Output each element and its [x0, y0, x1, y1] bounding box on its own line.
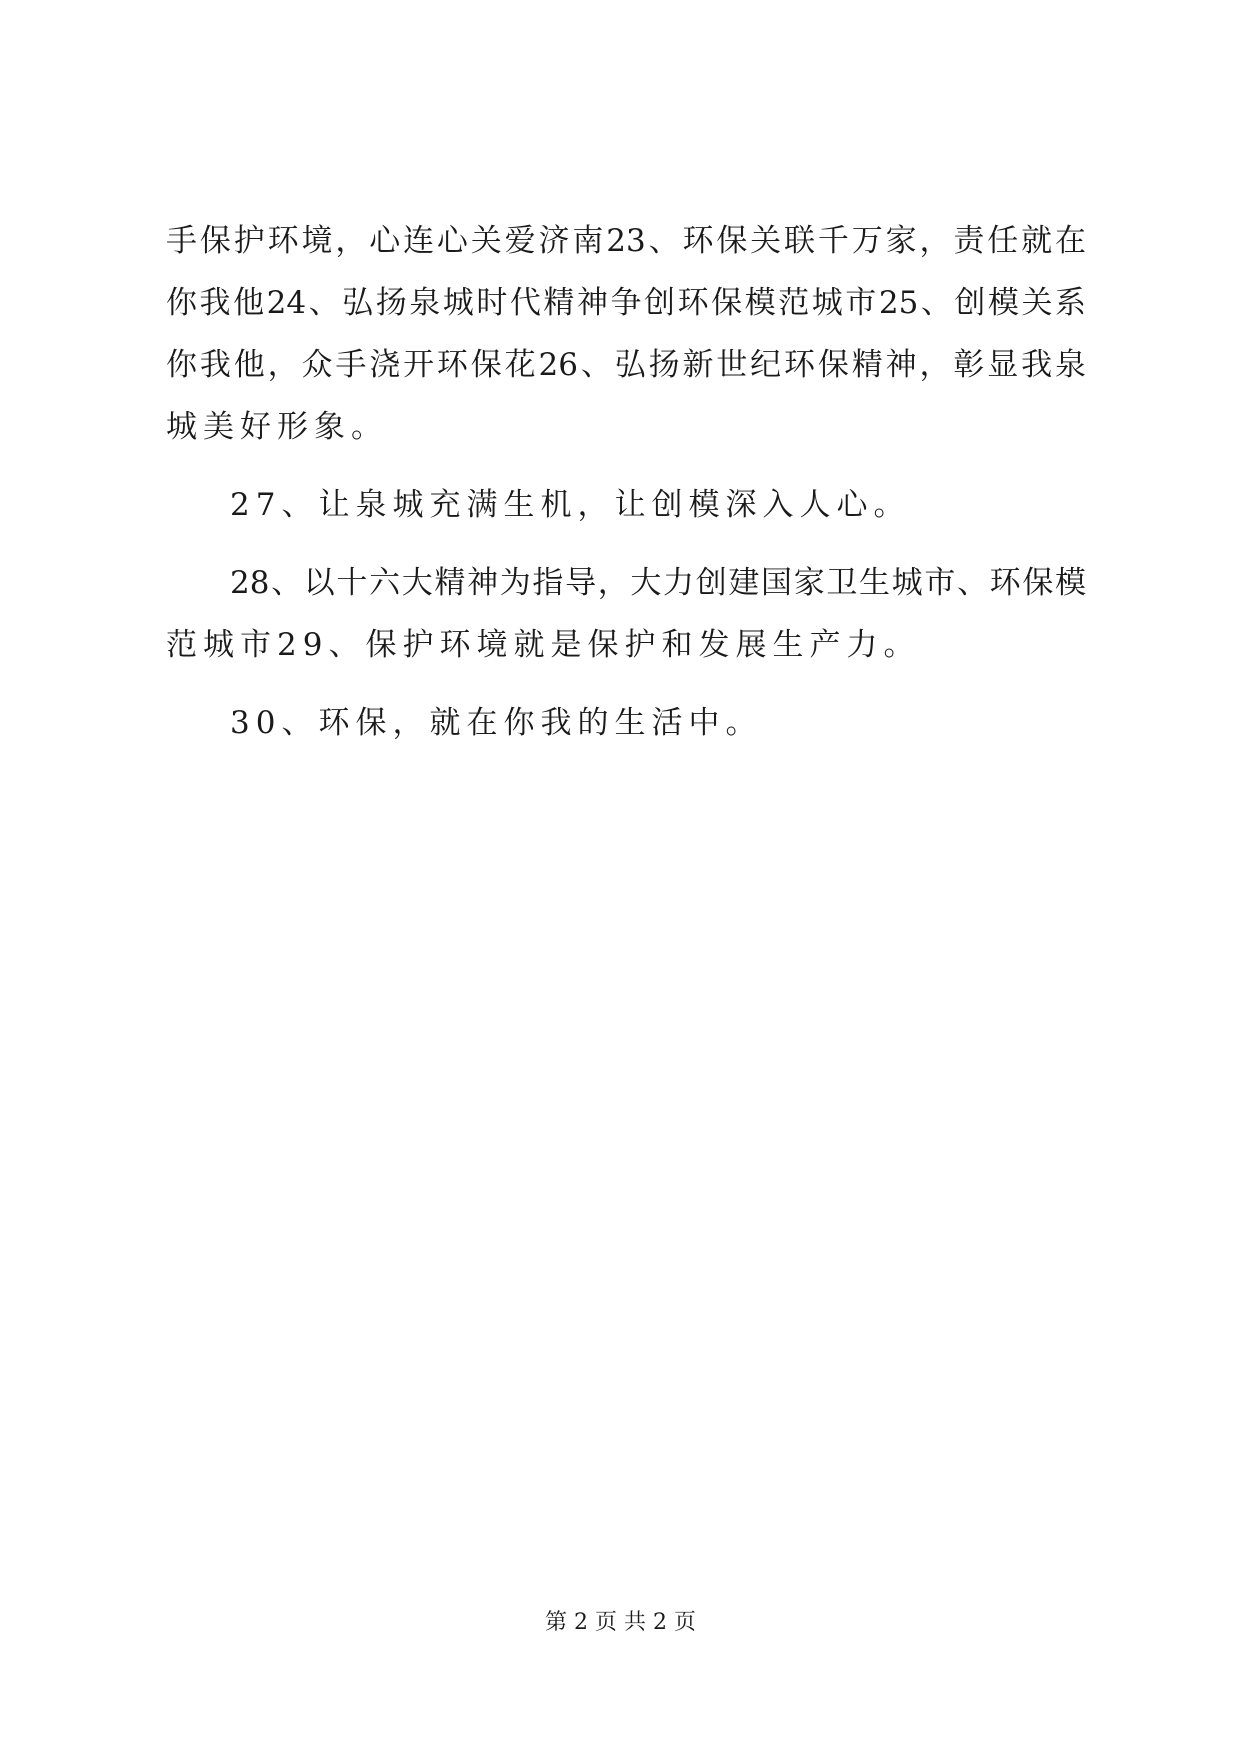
- text-line-7: 范城市29、保护环境就是保护和发展生产力。: [166, 627, 921, 663]
- text-line-3: 你我他，众手浇开环保花26、弘扬新世纪环保精神，彰显我泉: [166, 347, 1086, 383]
- text-line-4: 城美好形象。: [166, 409, 388, 445]
- text-line-2: 你我他24、弘扬泉城时代精神争创环保模范城市25、创模关系: [166, 285, 1086, 321]
- text-line-5: 27、让泉城充满生机，让创模深入人心。: [230, 487, 911, 523]
- text-line-6: 28、以十六大精神为指导，大力创建国家卫生城市、环保模: [230, 565, 1086, 601]
- text-line-8: 30、环保，就在你我的生活中。: [230, 705, 763, 741]
- page-footer: 第 2 页 共 2 页: [545, 1610, 696, 1635]
- text-line-1: 手保护环境，心连心关爱济南23、环保关联千万家，责任就在: [166, 223, 1086, 259]
